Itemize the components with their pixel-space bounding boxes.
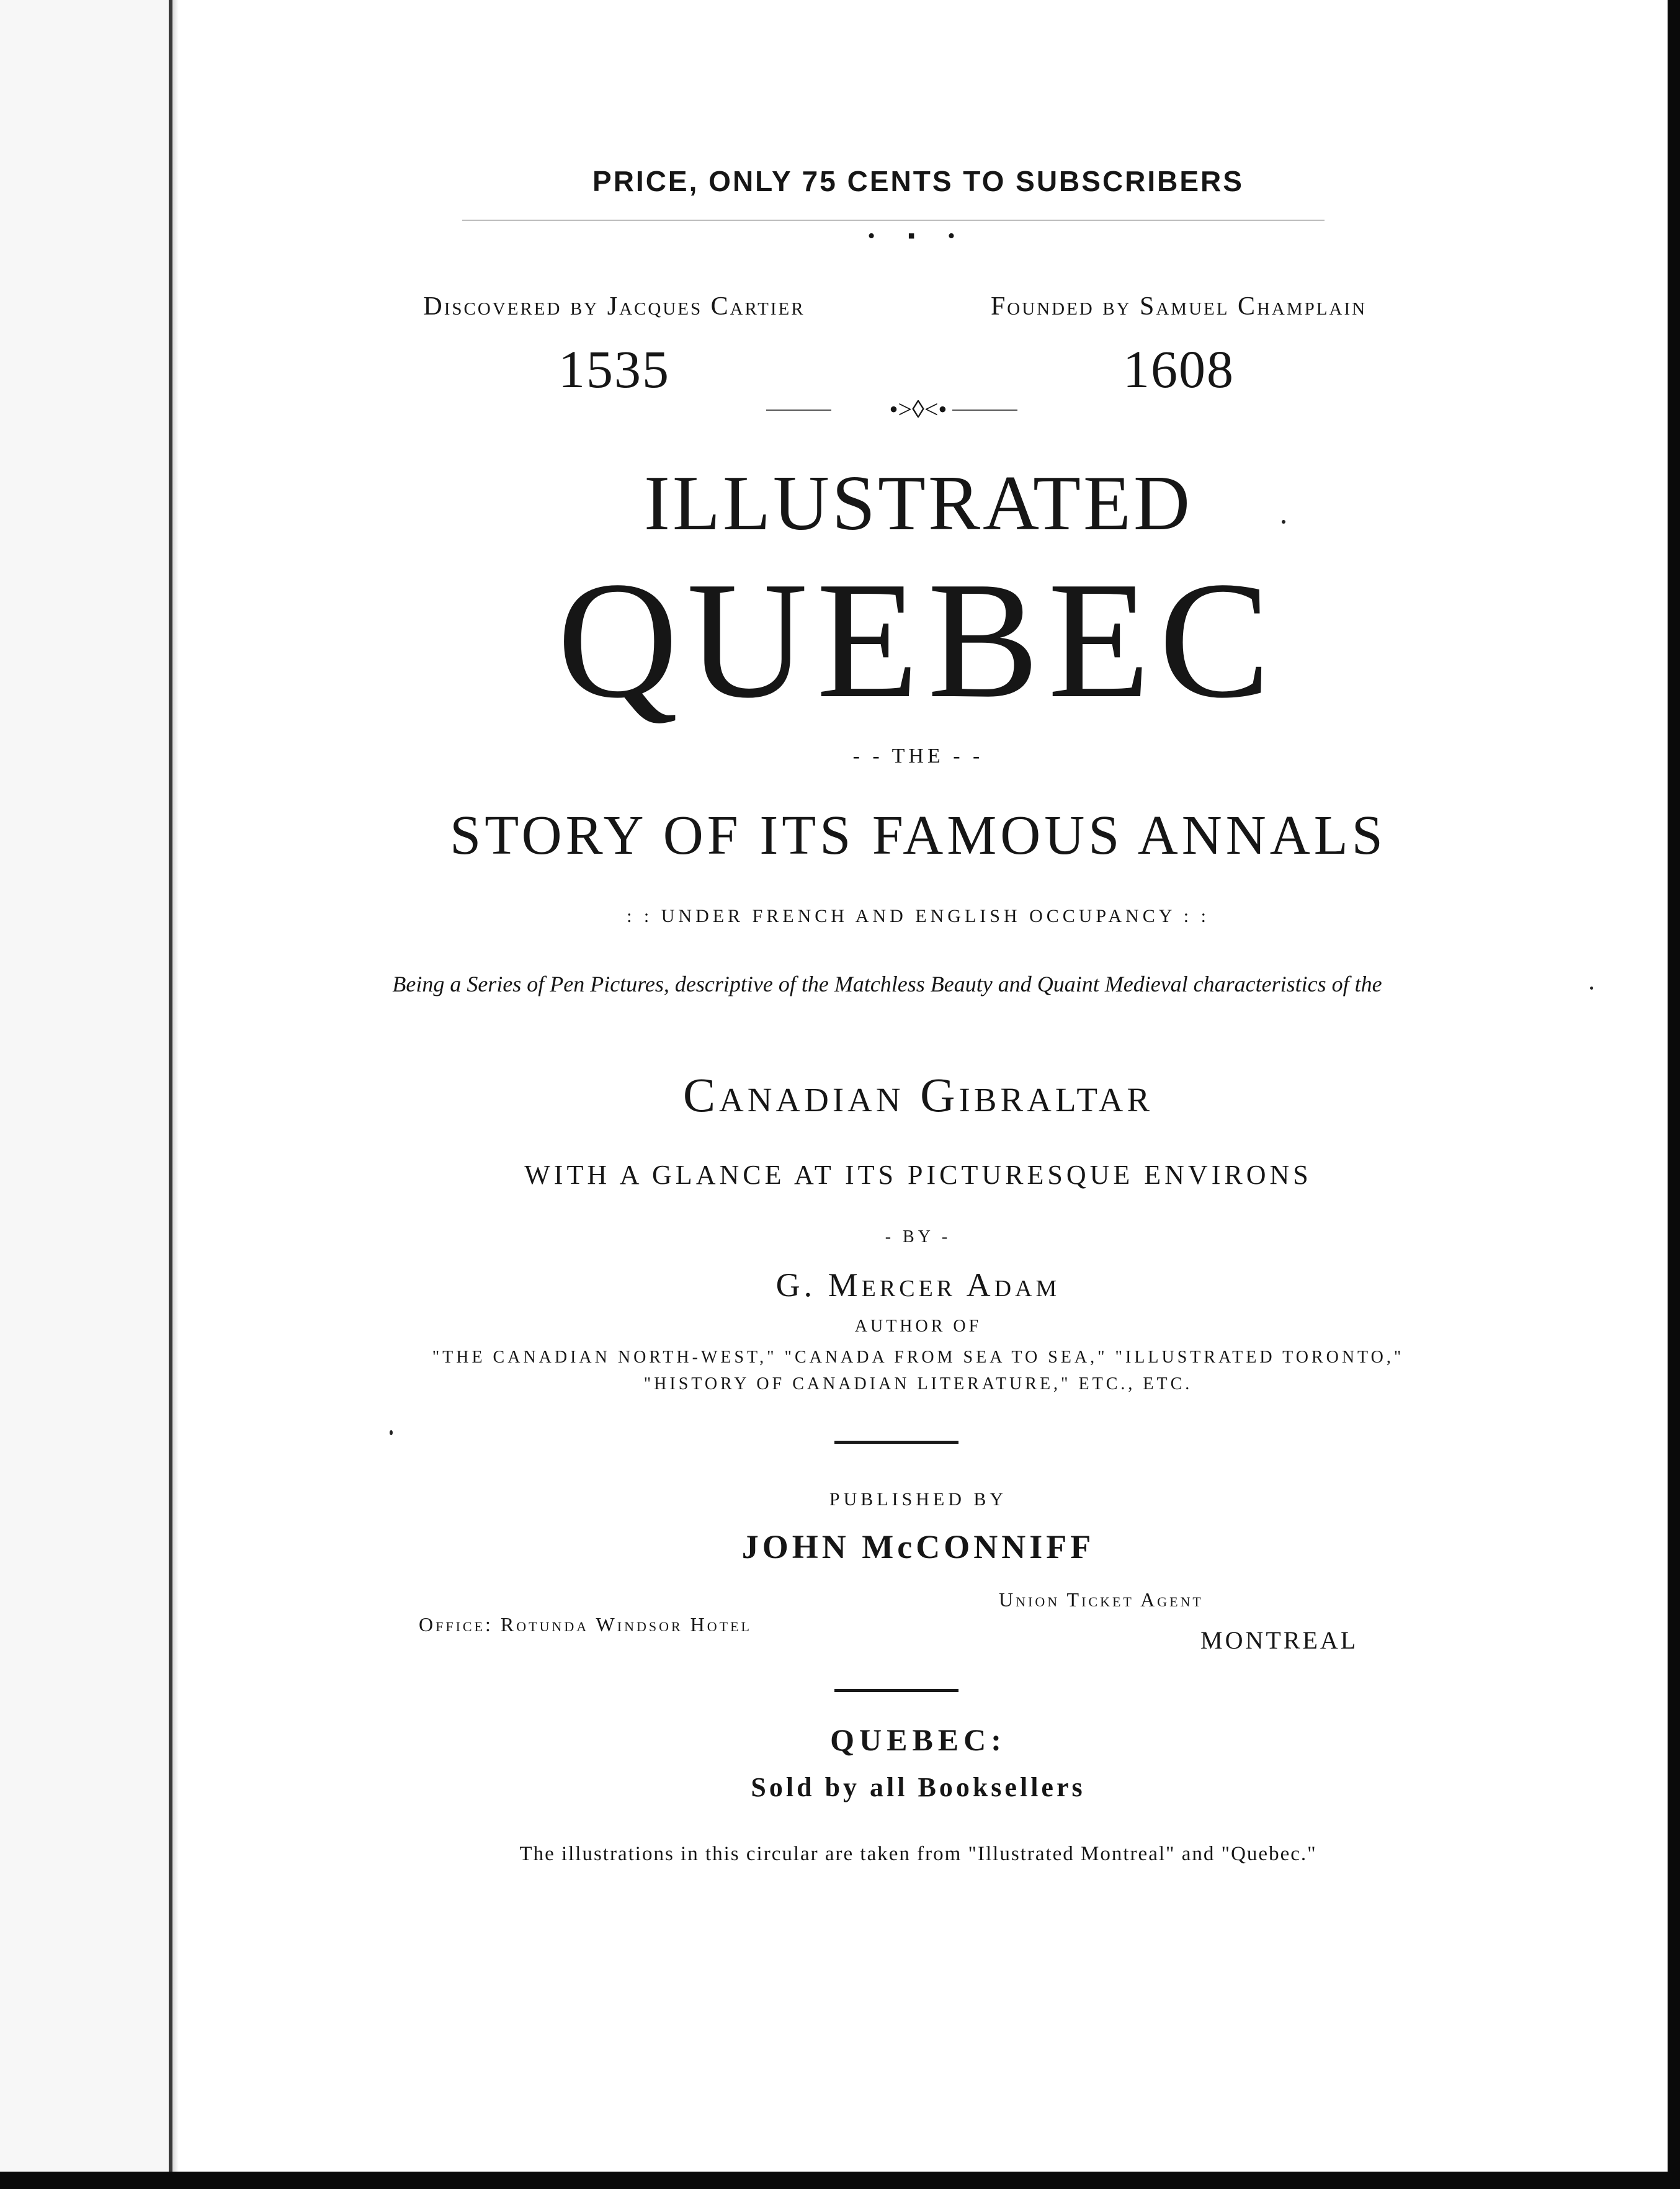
works-line-1: "THE CANADIAN NORTH-WEST," "CANADA FROM SEA TO SEA," "ILLUSTRATED TORONTO," bbox=[432, 1348, 1405, 1367]
facing-page-margin bbox=[0, 0, 171, 2189]
scan-border-bottom bbox=[0, 2172, 1680, 2189]
discovered-label: Discovered by Jacques Cartier bbox=[423, 292, 805, 321]
quebec-imprint: QUEBEC: bbox=[830, 1722, 1006, 1757]
subtitle-story: STORY OF ITS FAMOUS ANNALS bbox=[450, 805, 1387, 866]
sold-by-line: Sold by all Booksellers bbox=[751, 1772, 1086, 1802]
scan-speck bbox=[1590, 987, 1593, 990]
divider-dots: • ▪ • bbox=[867, 225, 969, 248]
by-separator: - BY - bbox=[885, 1227, 952, 1247]
the-separator: - - THE - - bbox=[852, 745, 984, 768]
discovered-year: 1535 bbox=[558, 339, 670, 399]
rule-below-publisher bbox=[834, 1689, 958, 1692]
title-illustrated: ILLUSTRATED bbox=[644, 460, 1192, 547]
author-of-label: AUTHOR OF bbox=[854, 1317, 982, 1336]
canadian-gibraltar: Canadian Gibraltar bbox=[682, 1068, 1154, 1122]
environs-line: WITH A GLANCE AT ITS PICTURESQUE ENVIRONS bbox=[524, 1160, 1312, 1190]
montreal-label: MONTREAL bbox=[1200, 1626, 1359, 1654]
author-name: G. Mercer Adam bbox=[775, 1266, 1061, 1304]
union-ticket-agent: Union Ticket Agent bbox=[999, 1588, 1204, 1611]
rule-above-publisher bbox=[834, 1441, 958, 1444]
scan-speck bbox=[390, 1430, 393, 1435]
title-quebec: QUEBEC bbox=[557, 547, 1279, 733]
scan-speck bbox=[1282, 520, 1285, 524]
founded-label: Founded by Samuel Champlain bbox=[990, 292, 1367, 321]
office-address: Office: Rotunda Windsor Hotel bbox=[419, 1613, 752, 1636]
ornament: •>◊<• bbox=[889, 395, 947, 423]
price-line: PRICE, ONLY 75 CENTS TO SUBSCRIBERS bbox=[592, 165, 1244, 197]
founded-year: 1608 bbox=[1123, 339, 1235, 399]
top-rule bbox=[462, 220, 1325, 221]
works-line-2: "HISTORY OF CANADIAN LITERATURE," ETC., ETC. bbox=[643, 1374, 1193, 1394]
gutter-shadow bbox=[172, 0, 179, 2172]
ornament-rule-right bbox=[952, 410, 1017, 411]
published-by-label: PUBLISHED BY bbox=[829, 1489, 1008, 1510]
publisher-name: JOHN McCONNIFF bbox=[741, 1528, 1095, 1565]
illustrations-note: The illustrations in this circular are taken from "Illustrated Montreal" and "Quebec." bbox=[519, 1843, 1317, 1865]
scan-border-right bbox=[1668, 0, 1680, 2189]
description: Being a Series of Pen Pictures, descriptive of the Matchless Beauty and Quaint Medieval characteristics of the bbox=[392, 972, 1382, 996]
subtitle-occupancy: : : UNDER FRENCH AND ENGLISH OCCUPANCY : : bbox=[627, 906, 1210, 926]
